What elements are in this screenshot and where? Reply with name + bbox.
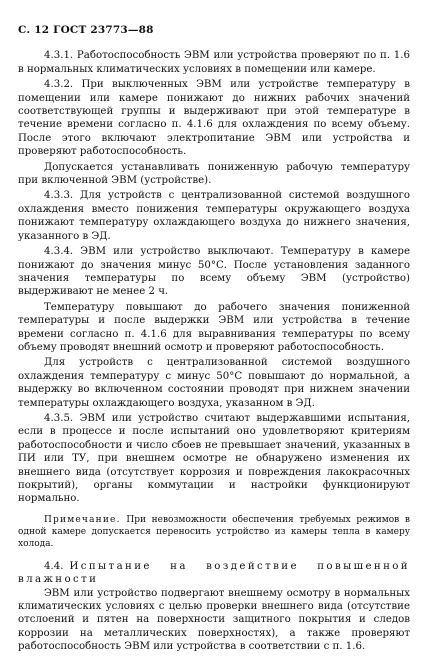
paragraph-4-3-5: 4.3.5. ЭВМ или устройство считают выдержавшими испытания, если в процессе и после испытаний оно удовлетворяют критериям работоспособности и число сбоев не превышает значений, указанных в ПИ или ТУ, при внешнем осмотре не обнаружено изменения их внешнего вида (отсутствует коррозия и повреждения лакокрасочных покрытий), органы коммутации и настройки функционируют нормально. [18,412,410,505]
document-page [18,24,410,656]
paragraph-centralized-cooling: Для устройств с централизованной системой воздушного охлаждения температуру с минус 50°С повышают до нормальной, а выдержку во включенном состоянии проводят при нижнем значении температуры охлаждающего воздуха, указанном в ЭД. [18,357,410,409]
paragraph-4-3-3: 4.3.3. Для устройств с централизованной системой воздушного охлаждения вместо понижения температуры окружающего воздуха понижают температуру охлаждающего воздуха до нижнего значения, указанного в ЭД. [18,190,410,242]
note-text: При невозможности обеспечения требуемых режимов в одной камере допускается переносить устройство из камеры тепла в камеру холода. [18,514,410,549]
paragraph-4-3-1: 4.3.1. Работоспособность ЭВМ или устройства проверяют по п. 1.6 в нормальных климатических условиях в помещении или камере. [18,50,410,75]
page-header: С. 12 ГОСТ 23773—88 [18,24,154,36]
section-title-text: Испытание на воздействие повышенной влажности [18,560,410,586]
paragraph-temperature-raise: Температуру повышают до рабочего значения пониженной температуры и после выдержки ЭВМ или устройства в течение времени согласно п. 4.1.6 для выравнивания температуры по всему объему проводят внешний осмотр и проверяют работоспособность. [18,301,410,353]
note-label: Примечание. [44,514,121,525]
section-title [18,560,410,587]
paragraph-4-3-2: 4.3.2. При выключенных ЭВМ или устройстве температуру в помещении или камере понижают до нижних рабочих значений соответствующей группы и выдерживают при этой температуре в течение времени согласно п. 4.1.6 для охлаждения по всему объему. После этого включают электропитание ЭВМ или устройства и проверяют работоспособность. [18,79,410,158]
paragraph-allowance: Допускается устанавливать пониженную рабочую температуру при включенной ЭВМ (устройстве). [18,161,410,187]
paragraph-4-3-4: 4.3.4. ЭВМ или устройство выключают. Температуру в камере понижают до значения минус 50°С. После установления заданного значения температуры по всему объему ЭВМ (устройство) выдерживают не менее 2 ч. [18,246,410,298]
section-number: 4.4. [44,560,64,572]
paragraph-humidity-test: ЭВМ или устройство подвергают внешнему осмотру в нормальных климатических условиях с целью проверки внешнего вида (отсутствие отслоений и пятен на поверхности защитного покрытия и следов коррозии на металлических поверхностях), а также проверяют работоспособность ЭВМ или устройства в соответствии с п. 1.6. [18,587,410,653]
note [18,514,410,550]
